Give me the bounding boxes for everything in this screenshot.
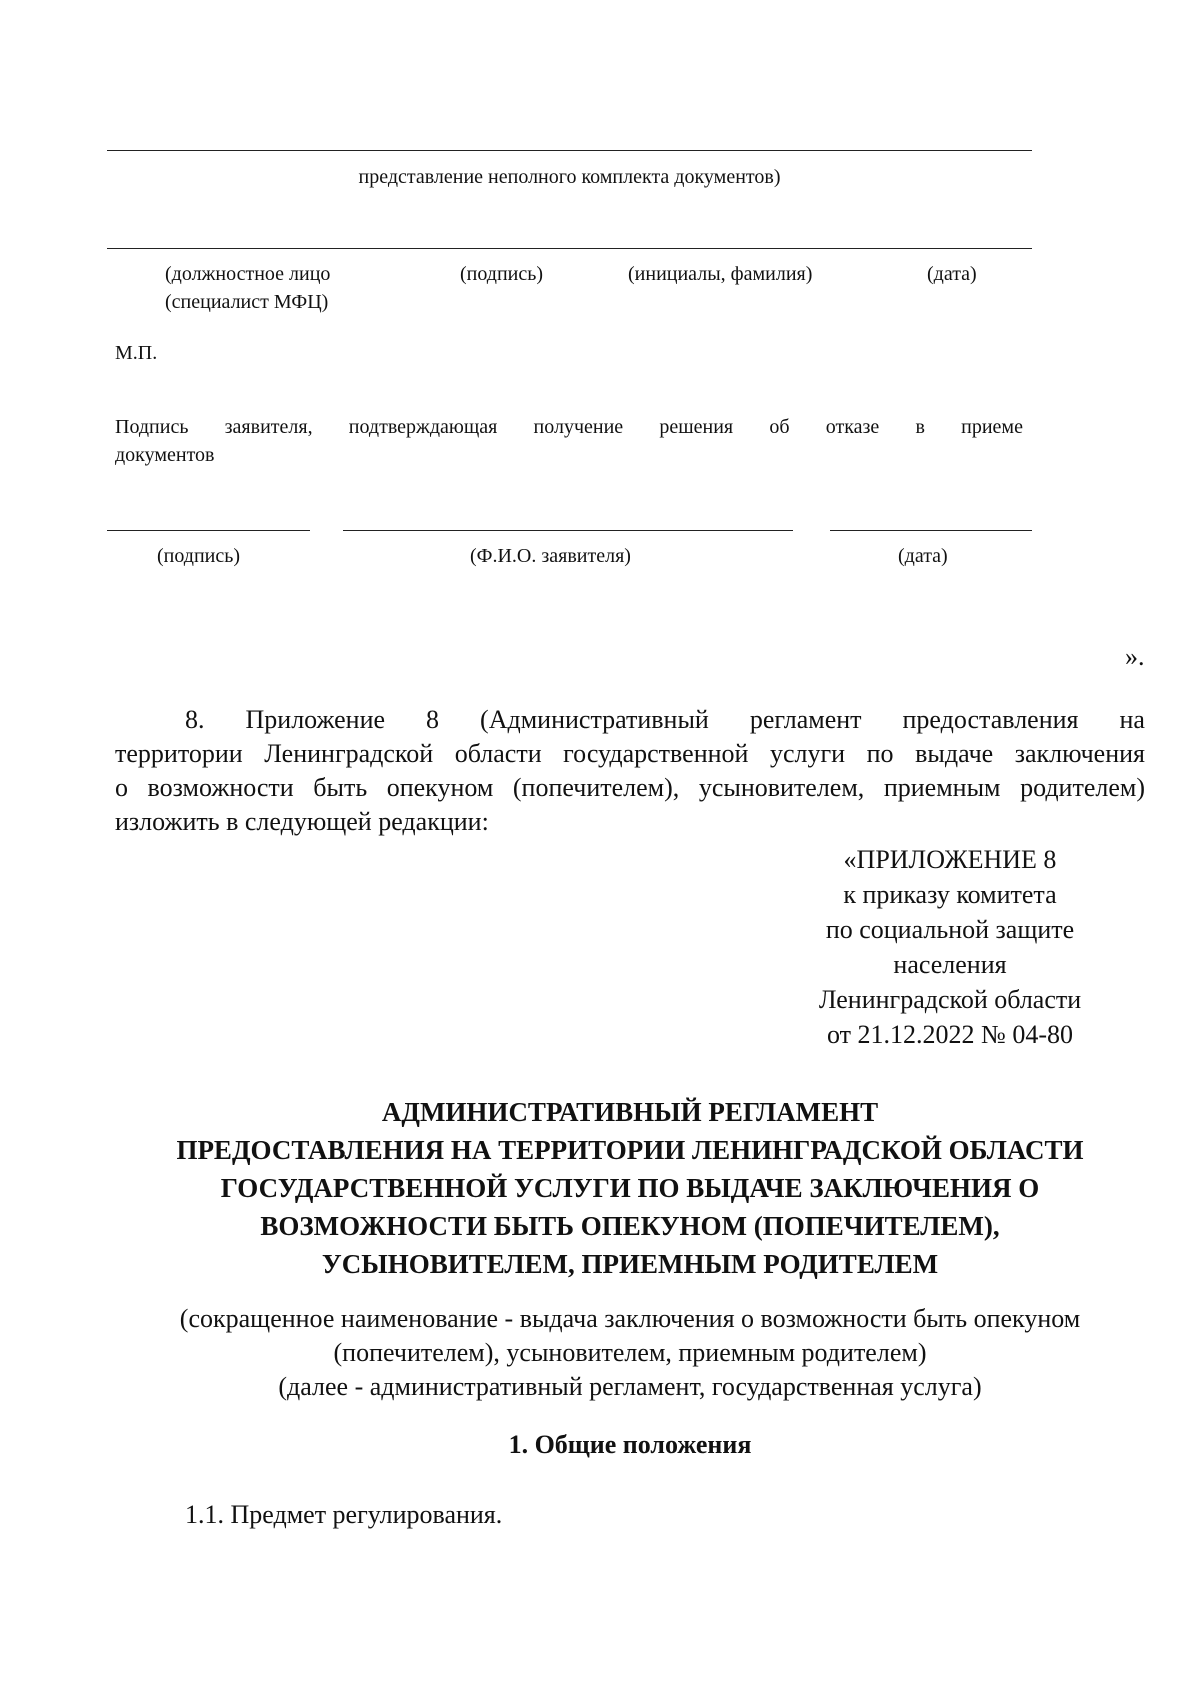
- form-line-top: [107, 150, 1032, 151]
- word: в: [915, 416, 925, 438]
- word: 8.: [185, 705, 205, 734]
- applicant-caption-signature: (подпись): [157, 545, 241, 567]
- word: об: [769, 416, 790, 438]
- appendix-line: по социальной защите: [825, 915, 1075, 944]
- appendix-line: от 21.12.2022 № 04-80: [827, 1020, 1073, 1049]
- title-line: АДМИНИСТРАТИВНЫЙ РЕГЛАМЕНТ: [381, 1097, 879, 1127]
- section-1-heading: 1. Общие положения: [508, 1430, 752, 1459]
- caption-date: (дата): [927, 263, 977, 285]
- title-line: ВОЗМОЖНОСТИ БЫТЬ ОПЕКУНОМ (ПОПЕЧИТЕЛЕМ),: [260, 1211, 1000, 1241]
- applicant-caption-date: (дата): [898, 545, 948, 567]
- title-line: ГОСУДАРСТВЕННОЙ УСЛУГИ ПО ВЫДАЧЕ ЗАКЛЮЧЕНИЯ О: [220, 1173, 1040, 1203]
- section-1-item-1-1: 1.1. Предмет регулирования.: [185, 1500, 503, 1529]
- paragraph-8-line1: [185, 705, 1145, 735]
- appendix-line: населения: [893, 950, 1007, 979]
- appendix-line: Ленинградской области: [818, 985, 1082, 1014]
- word: предоставления: [902, 705, 1079, 734]
- word: Приложение: [245, 705, 386, 734]
- short-name-line: (сокращенное наименование - выдача заключения о возможности быть опекуном: [179, 1304, 1081, 1333]
- regulation-title: [100, 1093, 1160, 1283]
- word: отказе: [825, 416, 880, 438]
- applicant-sign-text-line2: документов: [115, 444, 215, 466]
- applicant-caption-fio: (Ф.И.О. заявителя): [470, 545, 631, 567]
- word: решения: [659, 416, 734, 438]
- paragraph-8-line4: изложить в следующей редакции:: [115, 807, 489, 836]
- word: подтверждающая: [348, 416, 498, 438]
- paragraph-8-line2: территории Ленинградской области государственной услуги по выдаче заключения: [115, 739, 1145, 768]
- word: заявителя,: [224, 416, 313, 438]
- incomplete-docs-text: представление неполного комплекта документов): [358, 166, 781, 188]
- form-line-official: [107, 248, 1032, 249]
- word: 8: [426, 705, 440, 734]
- appendix-line: «ПРИЛОЖЕНИЕ 8: [843, 845, 1057, 874]
- caption-official-line2: (специалист МФЦ): [165, 291, 329, 313]
- caption-official-line1: (должностное лицо: [165, 263, 331, 285]
- paragraph-8-line3: о возможности быть опекуном (попечителем), усыновителем, приемным родителем): [115, 773, 1145, 802]
- appendix-block: [790, 842, 1110, 1052]
- appendix-line: к приказу комитета: [843, 880, 1057, 909]
- caption-signature: (подпись): [460, 263, 544, 285]
- title-line: ПРЕДОСТАВЛЕНИЯ НА ТЕРРИТОРИИ ЛЕНИНГРАДСКОЙ ОБЛАСТИ: [176, 1135, 1084, 1165]
- applicant-date-line: [830, 530, 1032, 531]
- applicant-fio-line: [343, 530, 793, 531]
- closing-quote: ».: [1125, 642, 1145, 671]
- short-name-line: (попечителем), усыновителем, приемным родителем): [333, 1338, 927, 1367]
- word: на: [1119, 705, 1145, 734]
- word: (Административный: [480, 705, 709, 734]
- stamp-mark: М.П.: [115, 342, 158, 364]
- applicant-sign-text-line1: [115, 416, 1023, 439]
- caption-initials: (инициалы, фамилия): [628, 263, 813, 285]
- title-line: УСЫНОВИТЕЛЕМ, ПРИЕМНЫМ РОДИТЕЛЕМ: [321, 1249, 939, 1279]
- word: регламент: [749, 705, 862, 734]
- applicant-signature-line: [107, 530, 310, 531]
- short-name-line: (далее - административный регламент, государственная услуга): [278, 1372, 982, 1401]
- word: приеме: [961, 416, 1023, 438]
- word: Подпись: [115, 416, 189, 438]
- short-name-block: [100, 1302, 1160, 1404]
- word: получение: [533, 416, 624, 438]
